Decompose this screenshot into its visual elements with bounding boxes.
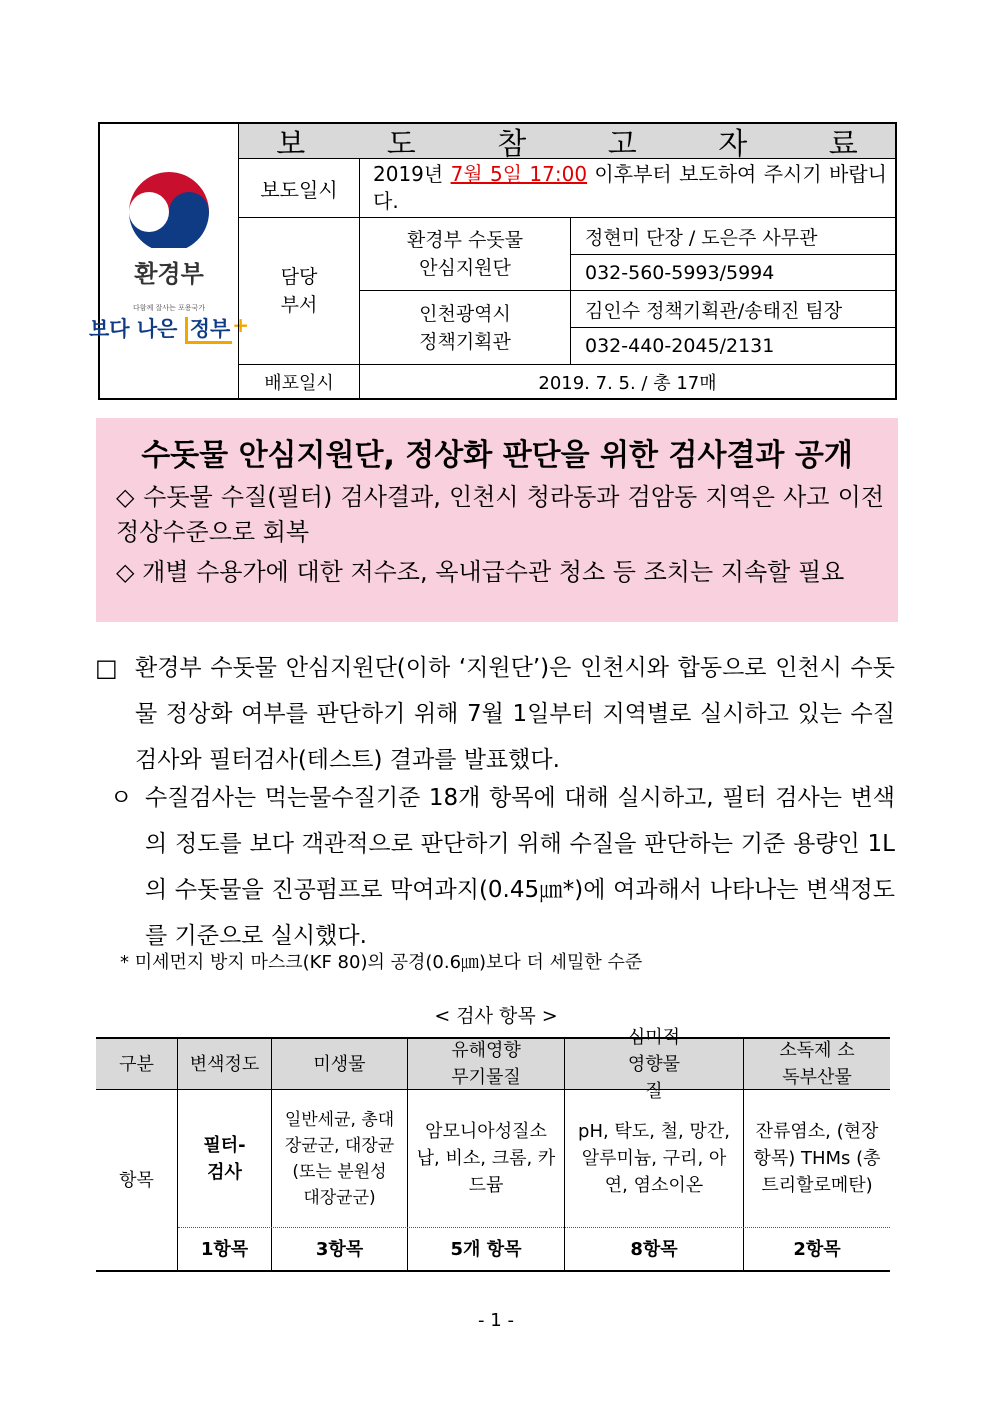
- dept1-person: 정현미 단장 / 도은주 사무관: [585, 226, 818, 249]
- distribution-label: 배포일시: [264, 372, 334, 394]
- dept-label: 담당 부서: [280, 266, 318, 316]
- dept1-phone: 032-560-5993/5994: [585, 261, 775, 284]
- test-items-table: [96, 1026, 890, 1272]
- logo-area: [88, 124, 250, 398]
- ministry-name: 환경부: [134, 260, 204, 288]
- cell-disinfectant: 잔류염소, (현장항목) THMs (총트리할로메탄): [753, 1121, 881, 1196]
- summary-bullet-2: ◇ 개별 수용가에 대한 저수조, 옥내급수관 청소 등 조치는 지속할 필요: [116, 558, 845, 586]
- count-discoloration: 1항목: [200, 1238, 249, 1260]
- table-caption: < 검사 항목 >: [434, 1005, 558, 1027]
- dept1-name: 환경부 수돗물 안심지원단: [406, 229, 524, 279]
- distribution-value: 2019. 7. 5. / 총 17매: [538, 372, 717, 394]
- release-highlight: 7월 5일 17:00: [450, 162, 588, 186]
- col-header-category: 구분: [119, 1053, 154, 1075]
- release-label: 보도일시: [260, 177, 338, 202]
- col-header-discoloration: 변색정도: [189, 1053, 260, 1075]
- cell-inorganic: 암모니아성질소 납, 비소, 크롬, 카드뮴: [416, 1121, 556, 1196]
- summary-bullet-1: ◇ 수돗물 수질(필터) 검사결과, 인천시 청라동과 검암동 지역은 사고 이전 정상수준으로 회복: [116, 483, 884, 546]
- dept2-name: 인천광역시 정책기획관: [419, 302, 511, 353]
- count-disinfectant: 2항목: [793, 1238, 841, 1260]
- para2-text: 수질검사는 먹는물수질기준 18개 항목에 대해 실시하고, 필터 검사는 변색의 정도를 보다 객관적으로 판단하기 위해 수질을 판단하는 기준 용량인 1L의 수돗물을 진공펌프로 막여과지(0.45㎛*)에 여과해서 나타나는 변색정도를 기준으로 실시했다.: [145, 785, 895, 949]
- col-header-microbes: 미생물: [313, 1053, 366, 1075]
- page-number: - 1 -: [478, 1310, 514, 1331]
- count-aesthetic: 8항목: [630, 1238, 678, 1260]
- count-microbes: 3항목: [315, 1238, 364, 1260]
- press-title: 보 도 참 고 자 료: [239, 124, 895, 158]
- dept2-person: 김인수 정책기획관/송태진 팀장: [585, 299, 843, 322]
- row-label-items: 항목: [119, 1169, 154, 1191]
- plus-icon: +: [232, 313, 250, 337]
- government-emblem-icon: [121, 162, 217, 248]
- col-header-disinfectant: 소독제 소독부산물: [779, 1040, 855, 1088]
- count-inorganic: 5개 항목: [450, 1238, 522, 1260]
- summary-box: [96, 418, 898, 622]
- footnote: * 미세먼지 방지 마스크(KF 80)의 공경(0.6㎛)보다 더 세밀한 수준: [120, 952, 643, 973]
- summary-title: 수돗물 안심지원단, 정상화 판단을 위한 검사결과 공개: [141, 438, 853, 473]
- col-header-inorganic: 유해영향 무기물질: [451, 1040, 521, 1088]
- col-header-aesthetic: 심미적 영향물질: [627, 1026, 681, 1102]
- cell-aesthetic: pH, 탁도, 철, 망간, 알루미늄, 구리, 아연, 염소이온: [578, 1121, 730, 1196]
- press-header-table: [88, 122, 897, 400]
- cell-microbes: 일반세균, 총대장균군, 대장균 (또는 분원성 대장균군): [284, 1109, 395, 1208]
- para1-text: 환경부 수돗물 안심지원단(이하 ‘지원단’)은 인천시와 합동으로 인천시 수돗물 정상화 여부를 판단하기 위해 7월 1일부터 지역별로 실시하고 있는 수질검사와 필터검사(테스트) 결과를 발표했다.: [135, 655, 895, 773]
- cell-discoloration: 필터-검사: [203, 1134, 246, 1183]
- slogan-accent: 정부: [185, 317, 233, 344]
- para2-marker: ㅇ: [110, 785, 133, 811]
- para1-marker: □: [95, 654, 118, 682]
- slogan-main: 보다 나은 정부 +: [89, 313, 249, 343]
- slogan-small: 다함께 잘사는 포용국가: [132, 304, 206, 312]
- dept2-phone: 032-440-2045/2131: [585, 335, 775, 357]
- release-time: 2019년 7월 5일 17:00 이후부터 보도하여 주시기 바랍니다.: [373, 162, 887, 213]
